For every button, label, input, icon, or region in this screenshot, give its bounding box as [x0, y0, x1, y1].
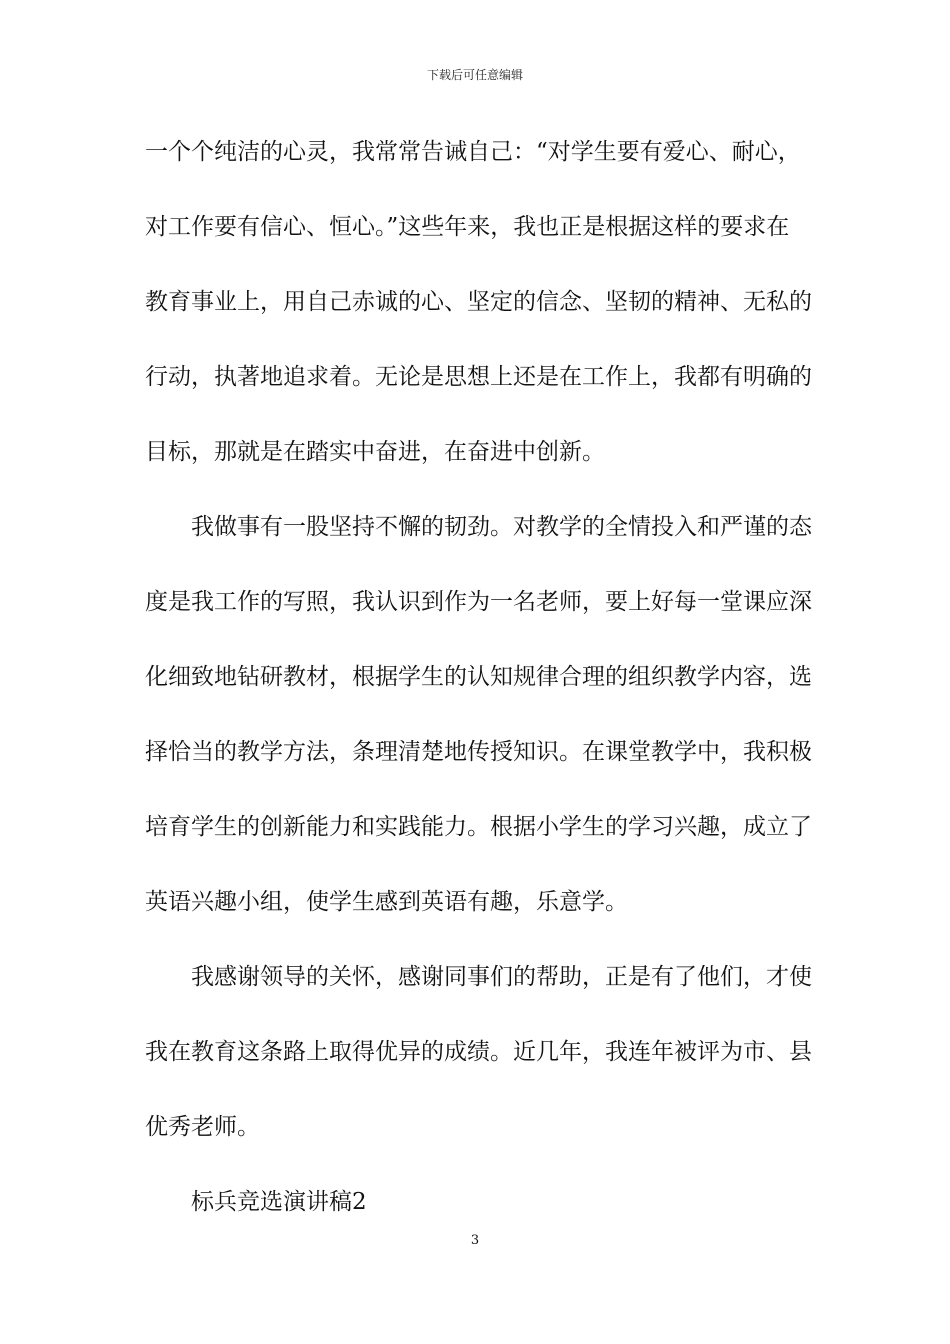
text-line: 化细致地钻研教材，根据学生的认知规律合理的组织教学内容，选 [145, 664, 812, 690]
text-line: 对工作要有信心、恒心。”这些年来，我也正是根据这样的要求在 [145, 214, 790, 240]
text-line: 目标，那就是在踏实中奋进，在奋进中创新。 [145, 439, 605, 465]
paragraph-first-line: 我做事有一股坚持不懈的韧劲。对教学的全情投入和严谨的态 [191, 514, 812, 540]
text-line: 行动，执著地追求着。无论是思想上还是在工作上，我都有明确的 [145, 364, 812, 390]
header-note: 下载后可任意编辑 [426, 68, 523, 82]
section-heading: 标兵竞选演讲稿2 [191, 1189, 367, 1215]
text-line: 一个个纯洁的心灵，我常常告诫自己：“对学生要有爱心、耐心， [145, 139, 801, 165]
text-line: 培育学生的创新能力和实践能力。根据小学生的学习兴趣，成立了 [145, 814, 812, 840]
text-line: 我在教育这条路上取得优异的成绩。近几年，我连年被评为市、县 [145, 1039, 812, 1065]
text-line: 择恰当的教学方法，条理清楚地传授知识。在课堂教学中，我积极 [145, 739, 812, 765]
text-line: 教育事业上，用自己赤诚的心、坚定的信念、坚韧的精神、无私的 [145, 289, 812, 315]
page-number: 3 [470, 1233, 480, 1248]
text-line: 优秀老师。 [145, 1114, 260, 1140]
text-line: 度是我工作的写照，我认识到作为一名老师，要上好每一堂课应深 [145, 589, 812, 615]
paragraph-first-line: 我感谢领导的关怀，感谢同事们的帮助，正是有了他们，才使 [191, 964, 812, 990]
text-line: 英语兴趣小组，使学生感到英语有趣，乐意学。 [145, 889, 628, 915]
